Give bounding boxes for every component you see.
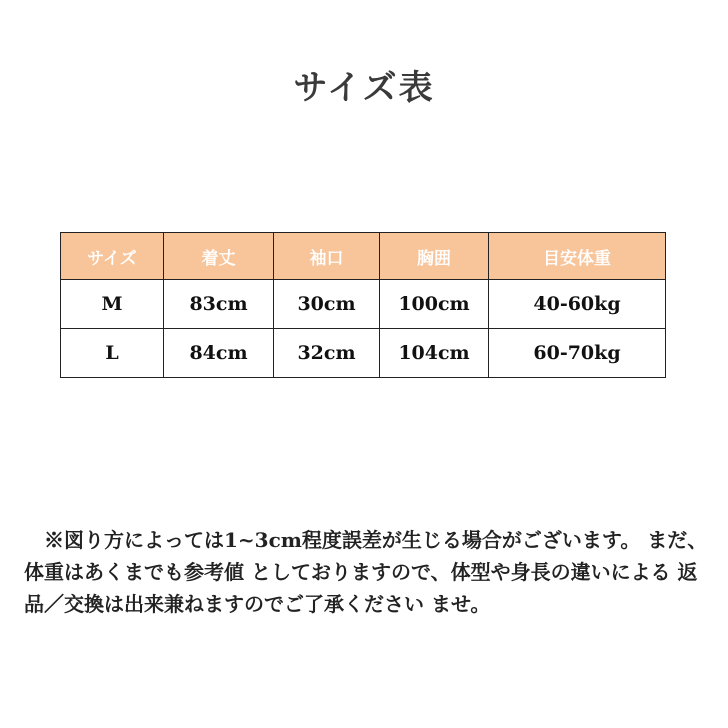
header-weight: 目安体重 xyxy=(489,233,666,280)
cell-chest: 100cm xyxy=(380,280,489,329)
cell-cuff: 30cm xyxy=(274,280,380,329)
header-cuff: 袖口 xyxy=(274,233,380,280)
cell-size: M xyxy=(61,280,164,329)
header-length: 着丈 xyxy=(164,233,274,280)
table-header-row xyxy=(61,233,666,280)
table-row xyxy=(61,280,666,329)
header-size: サイズ xyxy=(61,233,164,280)
cell-weight: 60-70kg xyxy=(489,329,666,378)
cell-length: 83cm xyxy=(164,280,274,329)
cell-chest: 104cm xyxy=(380,329,489,378)
table-row xyxy=(61,329,666,378)
cell-size: L xyxy=(61,329,164,378)
header-chest: 胸囲 xyxy=(380,233,489,280)
size-table xyxy=(60,232,666,378)
cell-length: 84cm xyxy=(164,329,274,378)
size-note: ※図り方によっては1~3cm程度誤差が生じる場合がございます。 まだ、体重はあくまでも参考値 としておりますので、体型や身長の違いによる 返品／交換は出来兼ねますのでご了承ください ませ。 xyxy=(24,528,708,616)
page-title: サイズ表 xyxy=(293,68,435,108)
cell-cuff: 32cm xyxy=(274,329,380,378)
cell-weight: 40-60kg xyxy=(489,280,666,329)
